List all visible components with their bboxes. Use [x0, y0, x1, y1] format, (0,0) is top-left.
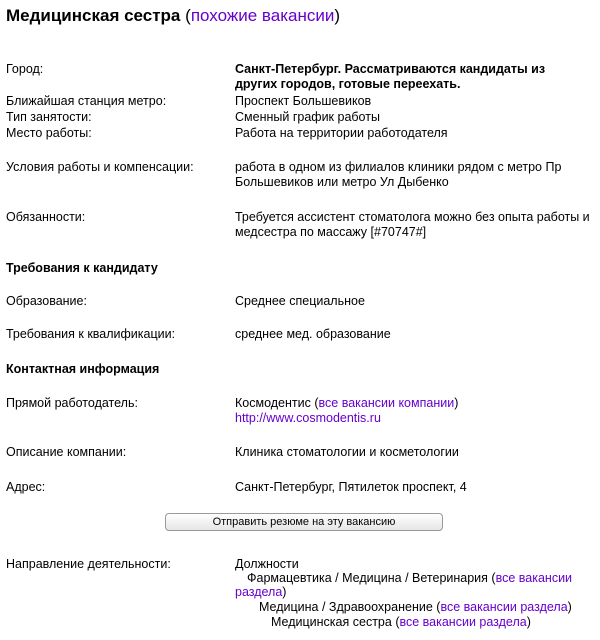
field-value: Клиника стоматологии и косметологии [235, 445, 459, 459]
field-direction [6, 557, 596, 637]
field-value [235, 396, 595, 426]
field-label: Адрес: [6, 480, 46, 494]
field-label: Город: [6, 62, 44, 76]
field-label: Требования к квалификации: [6, 327, 176, 341]
level1-vacancies-link[interactable]: все вакансии [495, 571, 573, 585]
direction-level3-text: Медицинская сестра [271, 615, 392, 629]
field-value: Санкт-Петербург. Рассматриваются кандидаты из других городов, готовые переехать. [235, 62, 546, 91]
field-value: работа в одном из филиалов клиники рядом с метро Пр Большевиков или метро Ул Дыбенко [235, 160, 562, 189]
field-value: Санкт-Петербург, Пятилеток проспект, 4 [235, 480, 467, 494]
paren: ) [282, 585, 287, 599]
field-label: Прямой работодатель: [6, 396, 138, 410]
vacancy-title: Медицинская сестра [6, 6, 181, 25]
field-value: Работа на территории работодателя [235, 126, 448, 140]
paren: ( [436, 600, 441, 614]
direction-level1-text: Фармацевтика / Медицина / Ветеринария [247, 571, 488, 585]
similar-vacancies-link[interactable]: похожие вакансии [190, 6, 335, 25]
employer-name: Космодентис [235, 396, 311, 410]
field-value: среднее мед. образование [235, 327, 391, 341]
paren: ) [567, 600, 572, 614]
paren: ( [185, 6, 191, 25]
company-website-link[interactable]: http://www.cosmodentis.ru [235, 411, 381, 425]
paren: ) [334, 6, 341, 25]
direction-level1 [247, 571, 572, 586]
direction-level2 [259, 600, 572, 615]
direction-level2-text: Медицина / Здравоохранение [259, 600, 433, 614]
requirements-heading: Требования к кандидату [6, 261, 158, 275]
field-value: Сменный график работы [235, 110, 380, 124]
field-label: Образование: [6, 294, 87, 308]
field-value: Среднее специальное [235, 294, 365, 308]
paren: ) [526, 615, 531, 629]
level2-vacancies-link[interactable]: все вакансии раздела [440, 600, 568, 614]
field-label: Направление деятельности: [6, 557, 171, 571]
direction-level3 [271, 615, 531, 630]
paren: ( [314, 396, 319, 410]
level1-vacancies-link-cont[interactable]: раздела [235, 585, 283, 599]
page-title [6, 5, 340, 27]
field-label: Место работы: [6, 126, 92, 140]
direction-level1-cont [235, 585, 286, 600]
level3-vacancies-link[interactable]: все вакансии раздела [399, 615, 527, 629]
field-label: Тип занятости: [6, 110, 92, 124]
paren: ) [454, 396, 459, 410]
field-value: Проспект Большевиков [235, 94, 372, 108]
company-vacancies-link[interactable]: все вакансии компании [318, 396, 455, 410]
paren: ( [491, 571, 496, 585]
field-label: Обязанности: [6, 210, 86, 224]
field-label: Условия работы и компенсации: [6, 160, 194, 174]
direction-root: Должности [235, 557, 299, 571]
similar-wrapper [185, 6, 340, 25]
field-value: Требуется ассистент стоматолога можно без опыта работы и медсестра по массажу [#70747#] [235, 210, 590, 239]
field-label: Ближайшая станция метро: [6, 94, 167, 108]
paren: ( [395, 615, 400, 629]
send-resume-button[interactable]: Отправить резюме на эту вакансию [165, 513, 443, 531]
contact-heading: Контактная информация [6, 362, 160, 376]
field-label: Описание компании: [6, 445, 127, 459]
